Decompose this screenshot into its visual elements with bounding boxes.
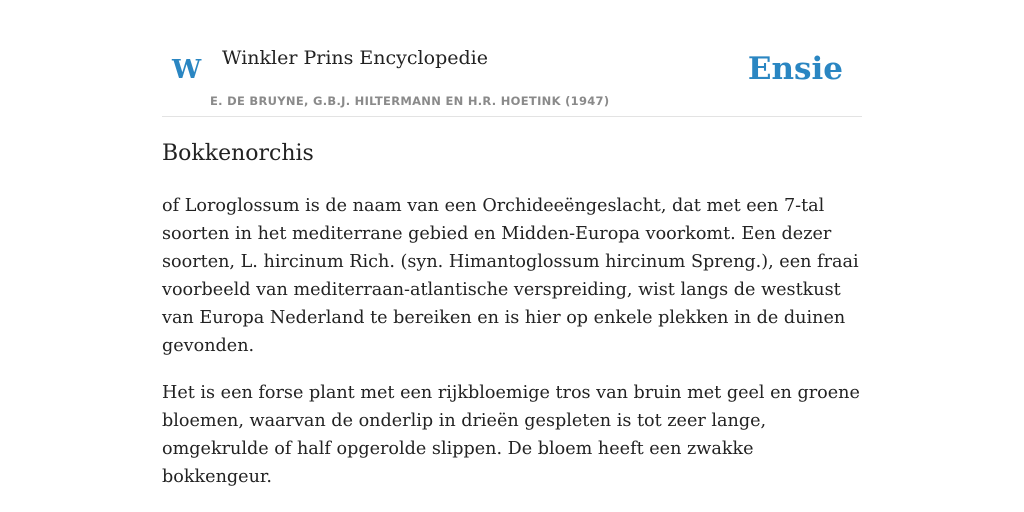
article-body [162, 192, 862, 510]
source-authors: E. DE BRUYNE, G.B.J. HILTERMANN EN H.R. HOETINK (1947) [210, 94, 610, 108]
page-header [162, 0, 862, 117]
article-paragraph: of Loroglossum is de naam van een Orchideeëngeslacht, dat met een 7-tal soorten in het mediterrane gebied en Midden-Europa voorkomt. Een dezer soorten, L. hircinum Rich. (syn. Himantoglossum hircinum Spreng.), een fraai voorbeeld van mediterraan-atlantische verspreiding, wist langs de westkust van Europa Nederland te bereiken en is hier op enkele plekken in de duinen gevonden. [162, 196, 859, 356]
article-title: Bokkenorchis [162, 141, 314, 166]
winkler-prins-logo[interactable]: W [172, 55, 202, 85]
page [162, 0, 862, 487]
article-paragraph: Het is een forse plant met een rijkbloemige tros van bruin met geel en groene bloemen, waarvan de onderlip in drieën gespleten is tot zeer lange, omgekrulde of half opgerolde slippen. De bloem heeft een zwakke bokkengeur. [162, 383, 860, 487]
ensie-logo[interactable]: Ensie [747, 51, 843, 87]
source-title[interactable]: Winkler Prins Encyclopedie [222, 47, 488, 69]
